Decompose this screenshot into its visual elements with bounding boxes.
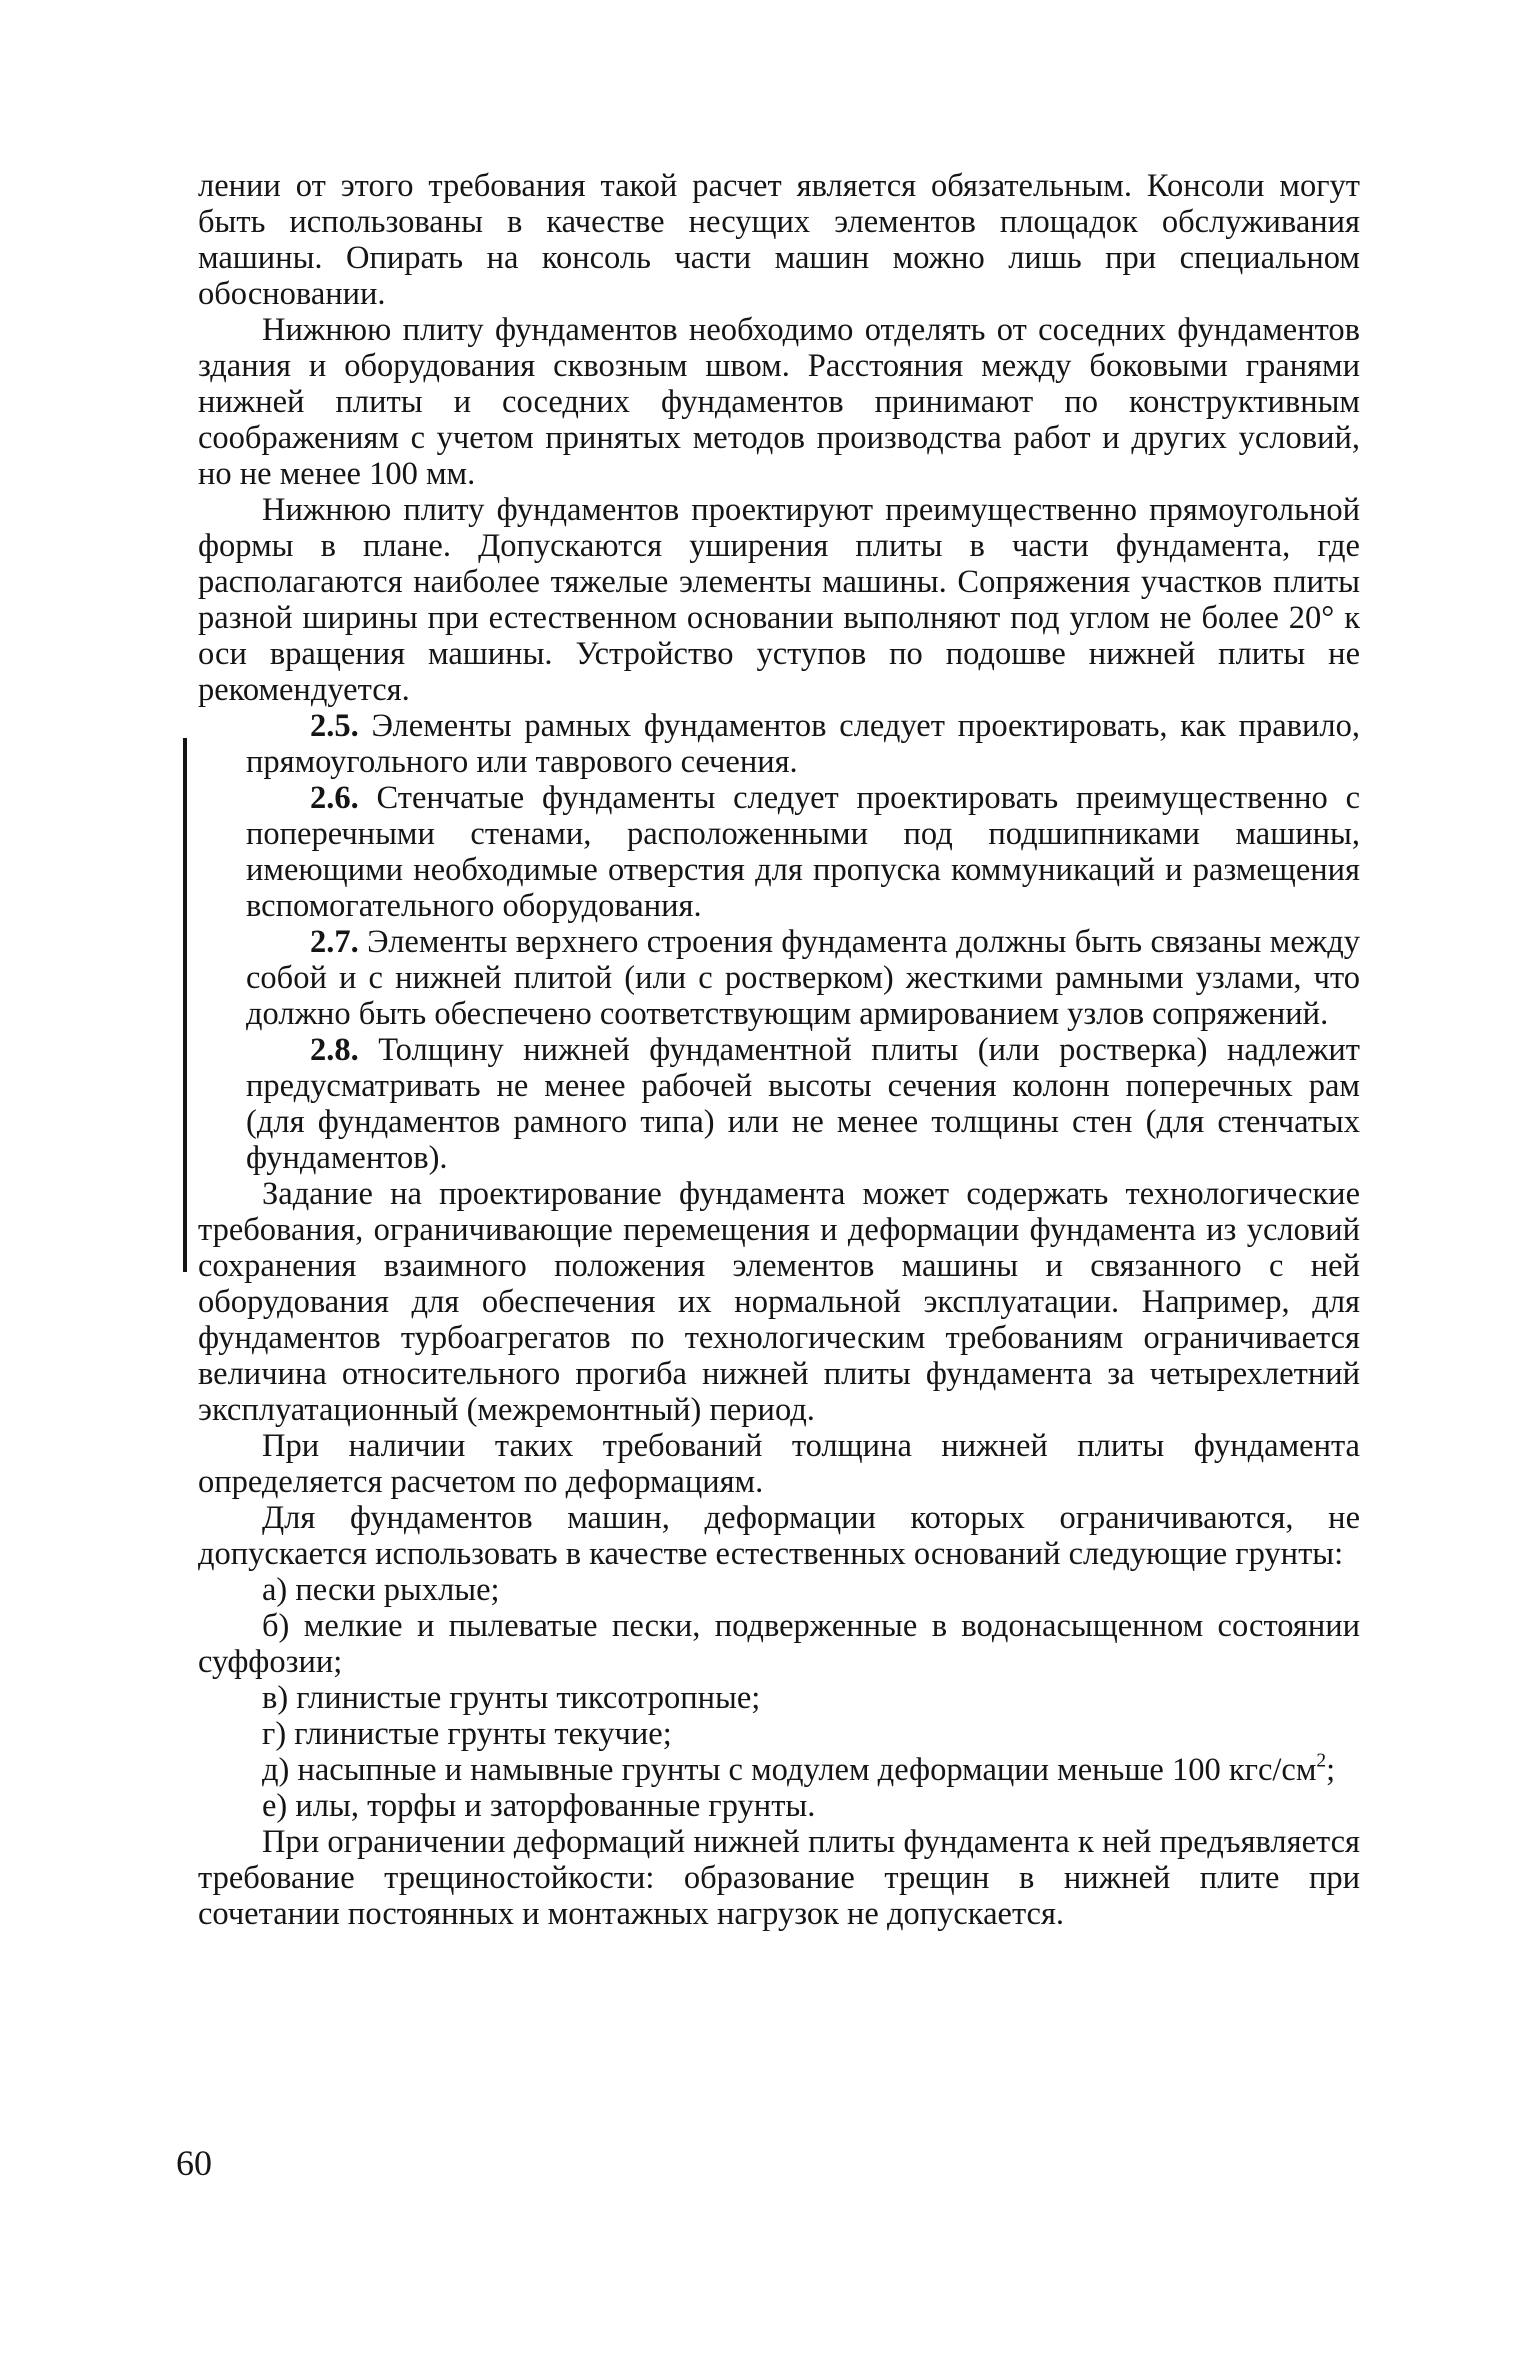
clause-text: Элементы рамных фундаментов следует проектировать, как правило, прямоугольного или таврового сечения. [246, 708, 1360, 780]
paragraph-5: При наличии таких требований толщина нижней плиты фундамента определяется расчетом по деформациям. [198, 1428, 1360, 1500]
clause-2-6 [246, 780, 1360, 924]
list-item-b: б) мелкие и пылеватые пески, подверженные в водонасыщенном состоянии суффозии; [198, 1608, 1360, 1680]
clause-2-8 [246, 1032, 1360, 1176]
list-item-d-end: ; [1326, 1752, 1336, 1788]
clause-number: 2.8. [310, 1032, 359, 1068]
paragraph-6: Для фундаментов машин, деформации которых ограничиваются, не допускается использовать в качестве естественных оснований следующие грунты: [198, 1500, 1360, 1572]
paragraph-2: Нижнюю плиту фундаментов необходимо отделять от соседних фундаментов здания и оборудования сквозным швом. Расстояния между боковыми гранями нижней плиты и соседних фундаментов принимают по конструктивным соображениям с учетом принятых методов производства работ и других условий, но не менее 100 мм. [198, 312, 1360, 492]
clause-text: Элементы верхнего строения фундамента должны быть связаны между собой и с нижней плитой (или с ростверком) жесткими рамными узлами, что должно быть обеспечено соответствующим армированием узлов сопряжений. [246, 924, 1360, 1032]
body-text [198, 168, 1360, 1932]
list-item-g: г) глинистые грунты текучие; [262, 1716, 672, 1752]
list-item-e: е) илы, торфы и заторфованные грунты. [262, 1788, 816, 1824]
list-item-d-text: д) насыпные и намывные грунты с модулем деформации меньше 100 кгс/см [262, 1752, 1317, 1788]
paragraph-3: Нижнюю плиту фундаментов проектируют преимущественно прямоугольной формы в плане. Допускаются уширения плиты в части фундамента, где располагаются наиболее тяжелые элементы машины. Сопряжения участков плиты разной ширины при естественном основании выполняют под углом не более 20° к оси вращения машины. Устройство уступов по подошве нижней плиты не рекомендуется. [198, 492, 1360, 708]
clause-text: Стенчатые фундаменты следует проектировать преимущественно с поперечными стенами, расположенными под подшипниками машины, имеющими необходимые отверстия для пропуска коммуникаций и размещения вспомогательного оборудования. [246, 780, 1360, 924]
paragraph-4: Задание на проектирование фундамента может содержать технологические требования, ограничивающие перемещения и деформации фундамента из условий сохранения взаимного положения элементов машины и связанного с ней оборудования для обеспечения их нормальной эксплуатации. Например, для фундаментов турбоагрегатов по технологическим требованиям ограничивается величина относительного прогиба нижней плиты фундамента за четырехлетний эксплуатационный (межремонтный) период. [198, 1176, 1360, 1428]
clause-text: Толщину нижней фундаментной плиты (или ростверка) надлежит предусматривать не менее рабочей высоты сечения колонн поперечных рам (для фундаментов рамного типа) или не менее толщины стен (для стенчатых фундаментов). [246, 1032, 1360, 1176]
list-item-v: в) глинистые грунты тиксотропные; [262, 1680, 761, 1716]
paragraph-1: лении от этого требования такой расчет является обязательным. Консоли могут быть использованы в качестве несущих элементов площадок обслуживания машины. Опирать на консоль части машин можно лишь при специальном обосновании. [198, 168, 1360, 312]
revision-margin-line [183, 738, 187, 1272]
clause-2-5 [246, 708, 1360, 780]
clause-number: 2.5. [310, 708, 359, 744]
page-number: 60 [176, 2143, 212, 2183]
superscript: 2 [1316, 1750, 1327, 1772]
clause-2-7 [246, 924, 1360, 1032]
paragraph-7: При ограничении деформаций нижней плиты фундамента к ней предъявляется требование трещиностойкости: образование трещин в нижней плите при сочетании постоянных и монтажных нагрузок не допускается. [198, 1824, 1360, 1932]
clause-number: 2.6. [310, 780, 359, 816]
clause-number: 2.7. [310, 924, 359, 960]
list-item-d [198, 1752, 1360, 1788]
list-item-a: а) пески рыхлые; [262, 1572, 500, 1608]
